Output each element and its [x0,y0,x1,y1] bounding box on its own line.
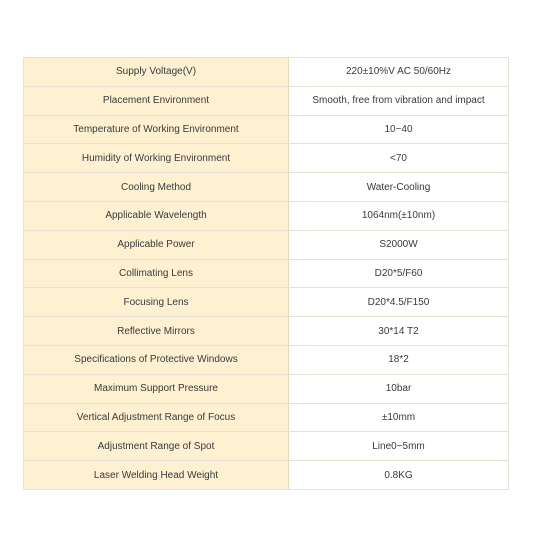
table-row [24,374,509,403]
spec-value: 10~40 [289,115,509,144]
spec-label: Humidity of Working Environment [24,144,289,173]
spec-label: Vertical Adjustment Range of Focus [24,403,289,432]
spec-value: Water-Cooling [289,173,509,202]
spec-label: Specifications of Protective Windows [24,345,289,374]
spec-label: Cooling Method [24,173,289,202]
spec-value: 1064nm(±10nm) [289,201,509,230]
spec-label: Placement Environment [24,86,289,115]
table-row [24,403,509,432]
spec-label: Focusing Lens [24,288,289,317]
spec-value: ±10mm [289,403,509,432]
table-row [24,201,509,230]
table-row [24,230,509,259]
spec-label: Supply Voltage(V) [24,58,289,87]
spec-value: 10bar [289,374,509,403]
spec-value: 30*14 T2 [289,317,509,346]
spec-label: Laser Welding Head Weight [24,461,289,490]
spec-value: D20*4.5/F150 [289,288,509,317]
spec-label: Temperature of Working Environment [24,115,289,144]
spec-value: 18*2 [289,345,509,374]
table-row [24,432,509,461]
table-row [24,144,509,173]
spec-value: D20*5/F60 [289,259,509,288]
spec-label: Maximum Support Pressure [24,374,289,403]
spec-label: Adjustment Range of Spot [24,432,289,461]
spec-value: Line0~5mm [289,432,509,461]
spec-label: Applicable Wavelength [24,201,289,230]
spec-value: 0.8KG [289,461,509,490]
spec-label: Collimating Lens [24,259,289,288]
specifications-table-body [24,58,509,490]
spec-value: Smooth, free from vibration and impact [289,86,509,115]
spec-value: S2000W [289,230,509,259]
table-row [24,288,509,317]
spec-label: Reflective Mirrors [24,317,289,346]
spec-value: <70 [289,144,509,173]
specifications-table [23,57,509,490]
table-row [24,86,509,115]
table-row [24,115,509,144]
table-row [24,317,509,346]
table-row [24,173,509,202]
table-row [24,259,509,288]
table-row [24,345,509,374]
table-row [24,461,509,490]
table-row [24,58,509,87]
spec-label: Applicable Power [24,230,289,259]
spec-value: 220±10%V AC 50/60Hz [289,58,509,87]
